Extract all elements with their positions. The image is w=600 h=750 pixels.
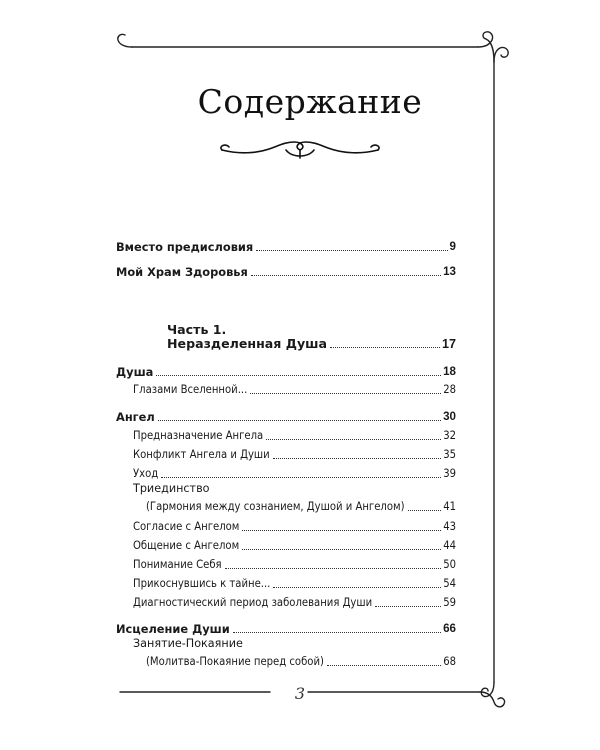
toc-entry[interactable] [116,620,456,636]
dot-leader [256,250,447,251]
toc-entry-label: Предназначение Ангела [133,429,264,442]
toc-entry[interactable] [116,408,456,424]
toc-part-page: 17 [441,337,456,351]
toc-entry-label[interactable]: Занятие-Покаяние [133,637,243,650]
toc-entry[interactable] [133,537,456,553]
page-number: 3 [294,684,306,703]
toc-entry-page: 18 [443,365,456,378]
toc-entry-label: Вместо предисловия [116,240,254,254]
dot-leader [156,375,441,376]
toc-entry-label: Диагностический период заболевания Души [133,596,373,609]
toc-entry-page: 68 [443,655,456,668]
toc-entry-page: 9 [449,240,456,253]
toc-entry-label: Конфликт Ангела и Души [133,448,270,461]
dot-leader [225,568,442,569]
toc-entry-continuation: (Молитва-Покаяние перед собой) [146,655,324,668]
toc-entry-label: Глазами Вселенной... [133,383,248,396]
dot-leader [242,530,441,531]
toc-entry-page: 59 [443,596,456,609]
toc-part-entry[interactable] [167,335,456,351]
toc-entry-page: 43 [443,520,456,533]
toc-entry-page: 28 [443,383,456,396]
toc-entry[interactable] [146,653,456,669]
toc-entry[interactable] [146,498,456,514]
dot-leader [330,347,440,348]
toc-entry-label: Прикоснувшись к тайне... [133,577,271,590]
dot-leader [327,665,441,666]
part-number: Часть 1. [167,322,227,337]
toc-entry[interactable] [133,465,456,481]
toc-entry-label: Общение с Ангелом [133,539,240,552]
toc-entry[interactable] [116,263,456,279]
toc-entry[interactable] [133,518,456,534]
toc-part-title: Неразделенная Душа [167,336,328,351]
toc-entry-page: 32 [443,429,456,442]
toc-entry-label: Согласие с Ангелом [133,520,240,533]
toc-entry-page: 13 [443,265,456,278]
toc-entry-label: Исцеление Души [116,622,230,636]
toc-entry-label: Ангел [116,410,155,424]
toc-entry-label[interactable]: Триединство [133,482,210,495]
toc-entry[interactable] [133,556,456,572]
dot-leader [242,549,441,550]
toc-entry-label: Понимание Себя [133,558,222,571]
toc-entry-label: Душа [116,365,154,379]
dot-leader [158,420,441,421]
toc-entry[interactable] [133,594,456,610]
dot-leader [161,477,441,478]
toc-entry-page: 44 [443,539,456,552]
toc-entry-page: 50 [443,558,456,571]
dot-leader [408,510,442,511]
toc-entry-label: Мой Храм Здоровья [116,265,248,279]
toc-entry-page: 41 [443,500,456,513]
dot-leader [250,393,441,394]
dot-leader [233,632,441,633]
toc-entry[interactable] [116,238,456,254]
page-title: Содержание [197,82,423,121]
toc-entry-page: 30 [443,410,456,423]
toc-entry-page: 35 [443,448,456,461]
toc-entry-page: 39 [443,467,456,480]
toc-entry[interactable] [116,363,456,379]
dot-leader [273,587,441,588]
dot-leader [375,606,441,607]
dot-leader [266,439,441,440]
toc-entry-continuation: (Гармония между сознанием, Душой и Ангелом) [146,500,405,513]
toc-entry[interactable] [133,427,456,443]
toc-entry[interactable] [133,381,456,397]
dot-leader [251,275,441,276]
toc-entry-page: 54 [443,577,456,590]
toc-entry[interactable] [133,446,456,462]
dot-leader [273,458,442,459]
toc-entry-label: Уход [133,467,159,480]
toc-entry-page: 66 [443,622,456,635]
toc-entry[interactable] [133,575,456,591]
